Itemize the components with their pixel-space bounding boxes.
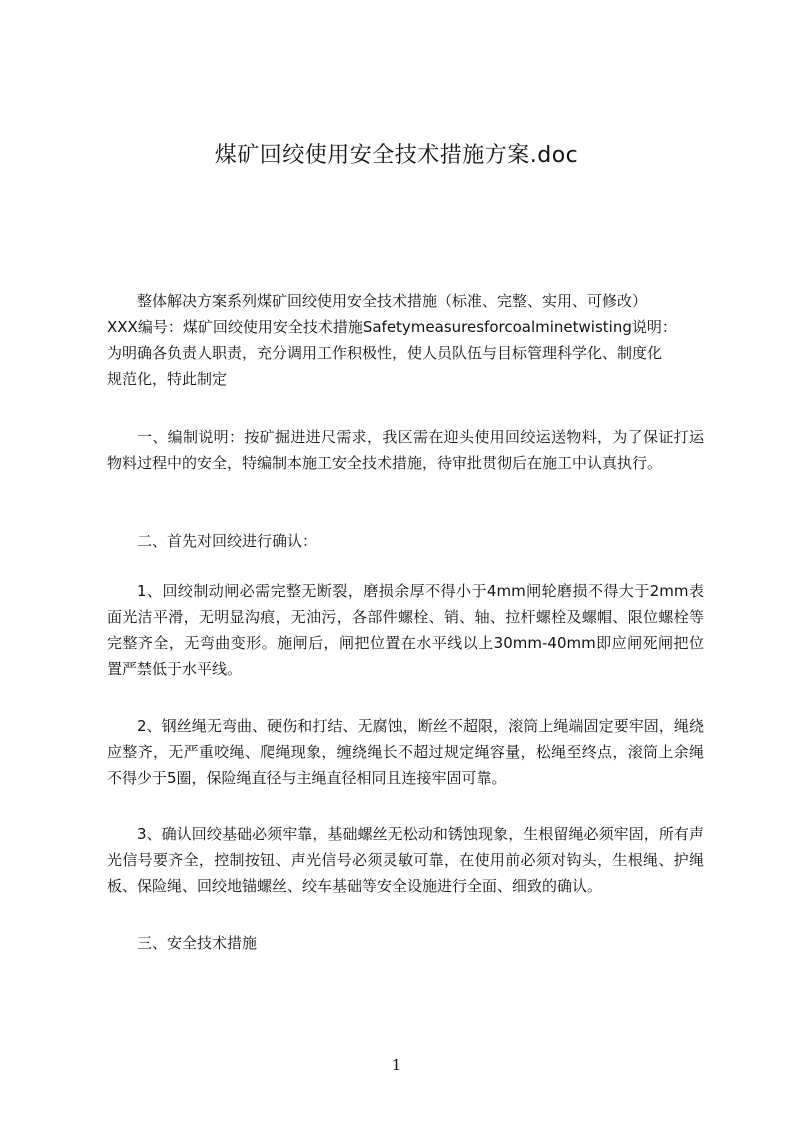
section-paragraph bbox=[107, 930, 704, 956]
intro-line-2: XXX编号：煤矿回绞使用安全技术措施Safetymeasuresforcoalminetwisting说明： bbox=[107, 318, 677, 336]
intro-line-1: 整体解决方案系列煤矿回绞使用安全技术措施（标准、完整、实用、可修改） bbox=[137, 292, 648, 310]
section-heading-confirm: 二、首先对回绞进行确认： bbox=[137, 532, 318, 550]
page-number: 1 bbox=[391, 1056, 402, 1074]
section-heading-safety: 三、安全技术措施 bbox=[137, 934, 258, 952]
section-item-1: 1、回绞制动闸必需完整无断裂，磨损余厚不得小于4mm闸轮磨损不得大于2mm表面光洁平滑，无明显沟痕，无油污，各部件螺栓、销、轴、拉杆螺栓及螺帽、限位螺栓等完整齐全，无弯曲变形。施闸后，闸把位置在水平线以上30mm-40mm即应闸死闸把位置严禁低于水平线。 bbox=[107, 582, 704, 678]
section-paragraph bbox=[107, 424, 704, 476]
section-paragraph bbox=[107, 528, 704, 554]
section-item-3: 3、确认回绞基础必须牢靠，基础螺丝无松动和锈蚀现象，生根留绳必须牢固，所有声光信号要齐全，控制按钮、声光信号必须灵敏可靠，在使用前必须对钩头，生根绳、护绳板、保险绳、回绞地锚螺丝、绞车基础等安全设施进行全面、细致的确认。 bbox=[107, 825, 704, 895]
document-title: 煤矿回绞使用安全技术措施方案.doc bbox=[214, 143, 579, 168]
section-compilation-note: 一、编制说明：按矿掘进进尺需求，我区需在迎头使用回绞运送物料，为了保证打运物料过程中的安全，特编制本施工安全技术措施，待审批贯彻后在施工中认真执行。 bbox=[107, 428, 704, 472]
section-paragraph bbox=[107, 713, 704, 791]
section-item-2: 2、钢丝绳无弯曲、硬伤和打结、无腐蚀，断丝不超限，滚筒上绳端固定要牢固，绳绕应整齐，无严重咬绳、爬绳现象，缠绕绳长不超过规定绳容量，松绳至终点，滚筒上余绳不得少于5圈，保险绳直径与主绳直径相同且连接牢固可靠。 bbox=[107, 717, 704, 787]
section-paragraph bbox=[107, 821, 704, 899]
section-paragraph bbox=[107, 578, 704, 682]
intro-line-3: 为明确各负责人职责，充分调用工作积极性，使人员队伍与目标管理科学化、制度化 bbox=[107, 344, 663, 362]
intro-paragraph bbox=[107, 288, 704, 392]
intro-line-4: 规范化，特此制定 bbox=[107, 370, 228, 388]
